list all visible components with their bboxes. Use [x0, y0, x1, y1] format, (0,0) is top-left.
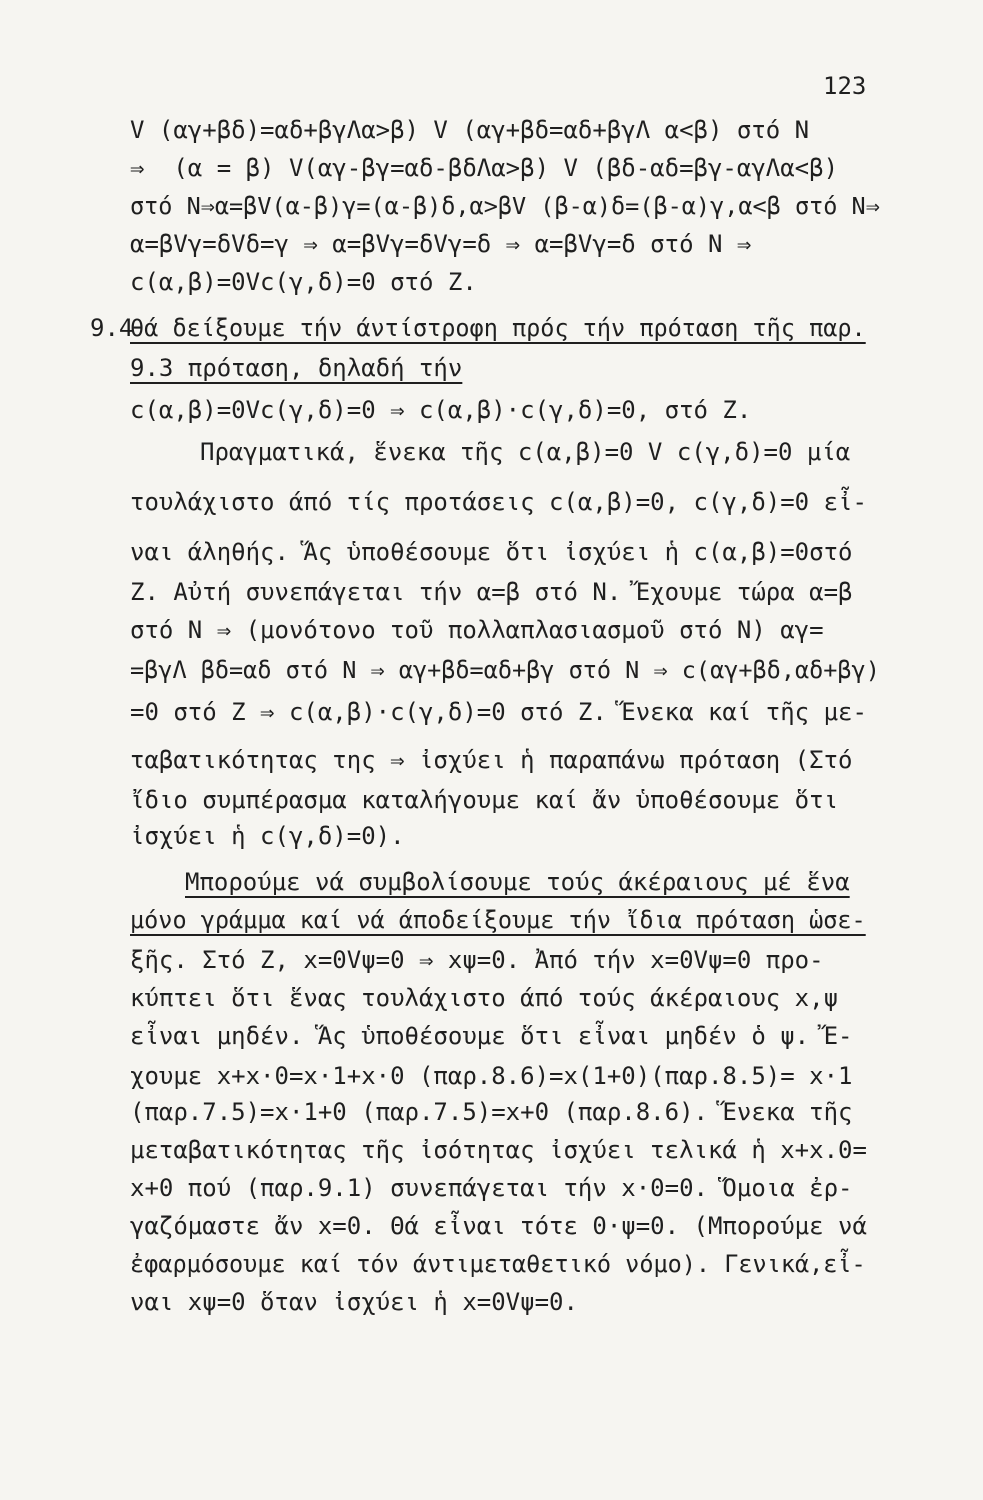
- page-number: 123: [823, 72, 867, 100]
- text-line: μεταβατικότητας τῆς ἰσότητας ἰσχύει τελικά ἡ x+x.0=: [130, 1136, 867, 1164]
- text-line: =0 στό Z ⇒ c(α,β)·c(γ,δ)=0 στό Z. Ἕνεκα καί τῆς με-: [130, 698, 867, 726]
- text-line: ἐφαρμόσουμε καί τόν άντιμεταθετικό νόμο). Γενικά,εἶ-: [130, 1250, 866, 1278]
- text-line: V (αγ+βδ)=αδ+βγΛα>β) V (αγ+βδ=αδ+βγΛ α<β) στό N: [130, 116, 810, 144]
- text-line: x+0 πού (παρ.9.1) συνεπάγεται τήν x·0=0. Ὅμοια ἐρ-: [130, 1174, 853, 1202]
- text-line: ναι xψ=0 ὅταν ἰσχύει ἡ x=0Vψ=0.: [130, 1288, 578, 1316]
- text-line: χουμε x+x·0=x·1+x·0 (παρ.8.6)=x(1+0)(παρ.8.5)= x·1: [130, 1062, 853, 1090]
- text-line: εἶναι μηδέν. Ἅς ὑποθέσουμε ὅτι εἶναι μηδέν ὁ ψ. Ἔ-: [130, 1022, 853, 1050]
- text-line: κύπτει ὅτι ἕνας τουλάχιστο άπό τούς άκέραιους x,ψ: [130, 984, 839, 1012]
- section-number: 9.4: [90, 314, 134, 342]
- text-line: ἰσχύει ἡ c(γ,δ)=0).: [130, 822, 405, 850]
- text-line-underlined: 9.3 πρόταση, δηλαδή τήν: [130, 354, 463, 382]
- text-line: (παρ.7.5)=x·1+0 (παρ.7.5)=x+0 (παρ.8.6). Ἕνεκα τῆς: [130, 1098, 853, 1126]
- text-line: α=βVγ=δVδ=γ ⇒ α=βVγ=δVγ=δ ⇒ α=βVγ=δ στό N ⇒: [130, 230, 752, 258]
- text-line: c(α,β)=0Vc(γ,δ)=0 στό Z.: [130, 268, 477, 296]
- text-line: =βγΛ βδ=αδ στό N ⇒ αγ+βδ=αδ+βγ στό N ⇒ c(αγ+βδ,αδ+βγ): [130, 656, 880, 684]
- text-line: γαζόμαστε ἄν x=0. Θά εἶναι τότε 0·ψ=0. (Μπορούμε νά: [130, 1212, 867, 1240]
- text-line: c(α,β)=0Vc(γ,δ)=0 ⇒ c(α,β)·c(γ,δ)=0, στό Z.: [130, 396, 752, 424]
- text-line: τουλάχιστο άπό τίς προτάσεις c(α,β)=0, c(γ,δ)=0 εἶ-: [130, 488, 867, 516]
- text-line: ἴδιο συμπέρασμα καταλήγουμε καί ἄν ὑποθέσουμε ὅτι: [130, 786, 839, 814]
- text-line: ⇒ (α = β) V(αγ-βγ=αδ-βδΛα>β) V (βδ-αδ=βγ-αγΛα<β): [130, 154, 839, 182]
- text-line: στό N⇒α=βV(α-β)γ=(α-β)δ,α>βV (β-α)δ=(β-α)γ,α<β στό N⇒: [130, 192, 880, 220]
- text-line: ξῆς. Στό Z, x=0Vψ=0 ⇒ xψ=0. Ἀπό τήν x=0Vψ=0 προ-: [130, 946, 824, 974]
- text-line: Πραγματικά, ἕνεκα τῆς c(α,β)=0 V c(γ,δ)=0 μία: [200, 438, 851, 466]
- text-line: ταβατικότητας της ⇒ ἰσχύει ἡ παραπάνω πρόταση (Στό: [130, 746, 853, 774]
- text-line: Z. Αὐτή συνεπάγεται τήν α=β στό N. Ἔχουμε τώρα α=β: [130, 578, 853, 606]
- text-line-underlined: Μπορούμε νά συμβολίσουμε τούς άκέραιους μέ ἕνα: [185, 868, 850, 896]
- text-line: στό N ⇒ (μονότονο τοῦ πολλαπλασιασμοῦ στό N) αγ=: [130, 616, 824, 644]
- text-line: ναι άληθής. Ἅς ὑποθέσουμε ὅτι ἰσχύει ἡ c(α,β)=0στό: [130, 538, 853, 566]
- text-line-underlined: μόνο γράμμα καί νά άποδείξουμε τήν ἴδια πρόταση ὡσε-: [130, 906, 866, 934]
- text-line-underlined: θά δείξουμε τήν άντίστροφη πρός τήν πρόταση τῆς παρ.: [130, 314, 866, 342]
